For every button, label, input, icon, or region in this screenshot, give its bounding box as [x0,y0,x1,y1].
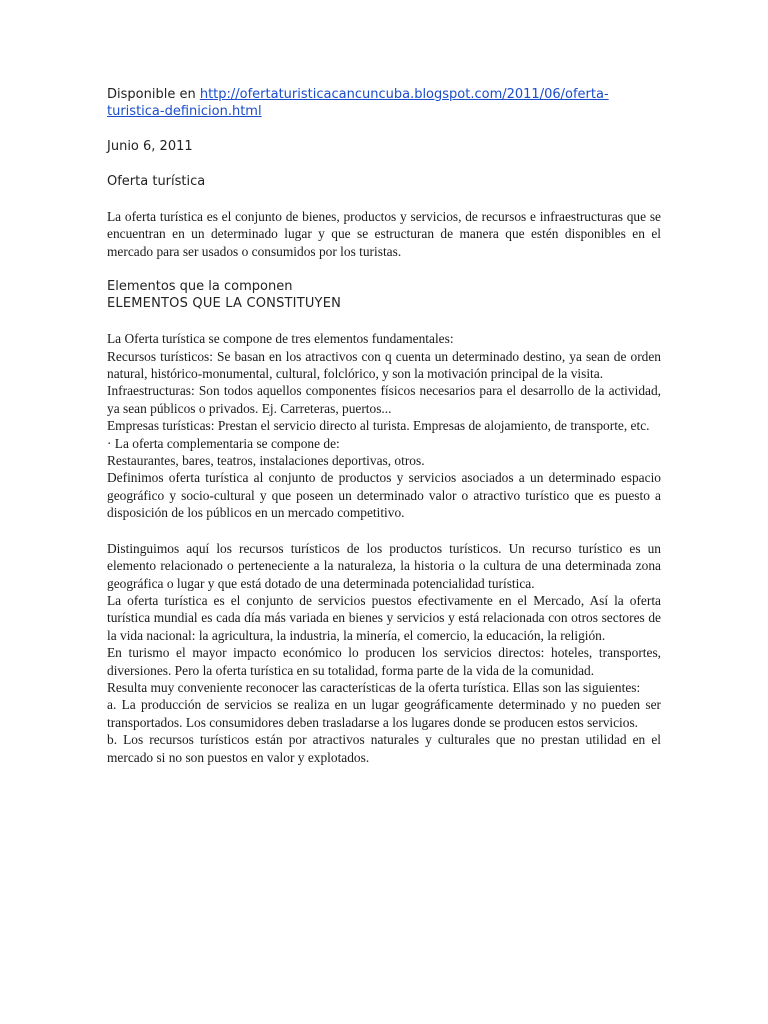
intro-paragraph: La oferta turística es el conjunto de bienes, productos y servicios, de recursos e infraestructuras que se encuentran en un determinado lugar y que se estructuran de manera que estén disponibles en el mercado para ser usados o consumidos por los turistas. [107,209,661,259]
body-paragraph: a. La producción de servicios se realiza en un lugar geográficamente determinado y no pueden ser transportados. Los consumidores deben trasladarse a los lugares donde se producen estos servicios. [107,697,661,730]
document-title: Oferta turística [107,174,206,189]
source-link-line2: turistica-definicion.html [107,104,262,119]
body-paragraph: Definimos oferta turística al conjunto de productos y servicios asociados a un determinado espacio geográfico y socio-cultural y que poseen un determinado valor o atractivo turístico que es puesto a disposición de los públicos en un mercado competitivo. [107,470,661,521]
body-paragraph: Distinguimos aquí los recursos turísticos de los productos turísticos. Un recurso turístico es un elemento relacionado o perteneciente a la naturaleza, la historia o la cultura de una determinada zona geográfica o lugar y que está dotado de una determinada potencialidad turística. [107,540,661,591]
body-paragraph: b. Los recursos turísticos están por atractivos naturales y culturales que no prestan utilidad en el mercado si no son puestos en valor y explotados. [107,732,661,765]
body-block-1 [107,330,661,521]
body-paragraph: Empresas turísticas: Prestan el servicio directo al turista. Empresas de alojamiento, de transporte, etc. [107,418,650,434]
body-paragraph: · La oferta complementaria se compone de: [107,435,340,451]
source-line [107,86,661,120]
source-prefix: Disponible en [107,87,200,102]
body-paragraph: Recursos turísticos: Se basan en los atractivos con q cuenta un determinado destino, ya sean de orden natural, histórico-monumental, cultural, folclórico, y son la motivación principal de la visita. [107,348,661,382]
document-date: Junio 6, 2011 [107,139,193,154]
body-paragraph: Infraestructuras: Son todos aquellos componentes físicos necesarios para el desarrollo de la actividad, ya sean públicos o privados. Ej. Carreteras, puertos... [107,383,661,416]
body-paragraph: La oferta turística es el conjunto de servicios puestos efectivamente en el Mercado, Así la oferta turística mundial es cada día más variada en bienes y servicios y está relacionada con otros sectores de la vida nacional: la agricultura, la industria, la minería, el comercio, la educación, la religión. [107,592,661,643]
source-link-line1: http://ofertaturisticacancuncuba.blogspot.com/2011/06/oferta- [199,87,609,102]
elements-heading: Elementos que la componen [107,279,293,295]
body-block-2 [107,540,661,766]
body-paragraph: La Oferta turística se compone de tres elementos fundamentales: [107,331,454,347]
document-content [107,86,661,766]
body-paragraph: Restaurantes, bares, teatros, instalaciones deportivas, otros. [107,453,425,469]
elements-caps-heading: ELEMENTOS QUE LA CONSTITUYEN [107,296,342,312]
body-paragraph: En turismo el mayor impacto económico lo producen los servicios directos: hoteles, transportes, diversiones. Pero la oferta turística en su totalidad, forma parte de la vida de la comunidad. [107,645,661,678]
body-paragraph: Resulta muy conveniente reconocer las características de la oferta turística. Ellas son las siguientes: [107,679,641,695]
